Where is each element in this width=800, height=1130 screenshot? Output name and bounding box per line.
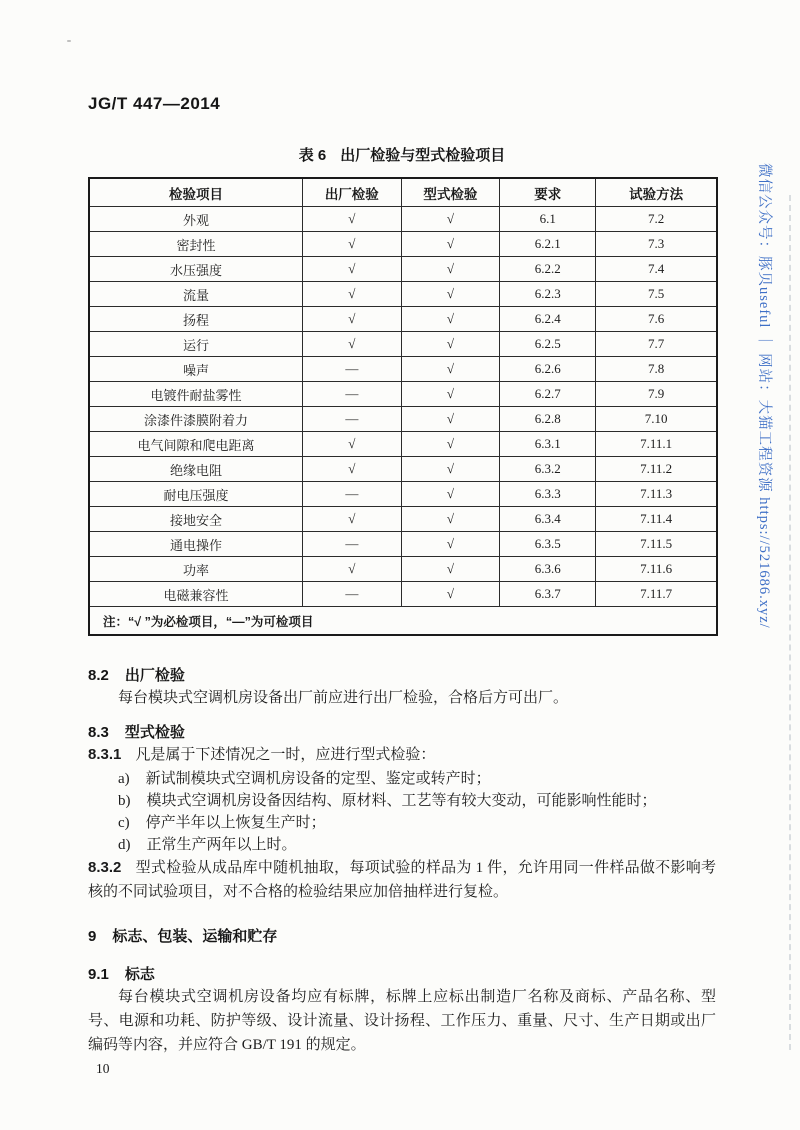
table-body	[89, 207, 717, 607]
clause-heading-9-1	[88, 965, 716, 985]
clause-heading-9	[88, 927, 716, 947]
factory-check: —	[303, 582, 402, 607]
list-item-label: c)	[118, 815, 130, 831]
type-check: √	[401, 232, 500, 257]
method-ref: 7.5	[596, 282, 717, 307]
table-row	[89, 457, 717, 482]
type-check: √	[401, 507, 500, 532]
table-row	[89, 282, 717, 307]
requirement-ref: 6.2.8	[500, 407, 596, 432]
table-row	[89, 482, 717, 507]
table-caption-label: 表 6	[298, 147, 327, 164]
type-check: √	[401, 257, 500, 282]
clause-text: 型式检验从成品库中随机抽取，每项试验的样品为 1 件，允许用同一件样品做不影响考核的不同试验项目，对不合格的检验结果应加倍抽样进行复检。	[88, 860, 716, 900]
list-item-label: d)	[118, 837, 131, 853]
scan-fold-line	[789, 195, 791, 1050]
method-ref: 7.11.3	[596, 482, 717, 507]
type-test-conditions-list	[88, 768, 716, 856]
requirement-ref: 6.3.6	[500, 557, 596, 582]
table-caption	[88, 144, 716, 165]
requirement-ref: 6.2.3	[500, 282, 596, 307]
clause-number: 8.3.2	[88, 859, 122, 876]
column-header-item-name: 检验项目	[89, 178, 303, 207]
table-header	[89, 178, 717, 207]
table-row	[89, 207, 717, 232]
clause-8-2-paragraph: 每台模块式空调机房设备出厂前应进行出厂检验，合格后方可出厂。	[118, 690, 569, 706]
table-row	[89, 382, 717, 407]
method-ref: 7.4	[596, 257, 717, 282]
method-ref: 7.3	[596, 232, 717, 257]
table-row	[89, 357, 717, 382]
factory-check: —	[303, 382, 402, 407]
requirement-ref: 6.3.3	[500, 482, 596, 507]
type-check: √	[401, 432, 500, 457]
clause-title: 标志、包装、运输和贮存	[112, 928, 278, 945]
requirement-ref: 6.1	[500, 207, 596, 232]
factory-check: —	[303, 407, 402, 432]
requirement-ref: 6.2.7	[500, 382, 596, 407]
item-name: 噪声	[89, 357, 303, 382]
requirement-ref: 6.3.7	[500, 582, 596, 607]
list-item-text: 模块式空调机房设备因结构、原材料、工艺等有较大变动，可能影响性能时；	[146, 793, 657, 809]
method-ref: 7.9	[596, 382, 717, 407]
table-row	[89, 332, 717, 357]
requirement-ref: 6.2.2	[500, 257, 596, 282]
table-row	[89, 257, 717, 282]
factory-check: —	[303, 532, 402, 557]
requirement-ref: 6.3.5	[500, 532, 596, 557]
table-row	[89, 557, 717, 582]
page-content	[88, 94, 716, 1077]
clause-number: 8.3	[88, 724, 109, 741]
method-ref: 7.11.7	[596, 582, 717, 607]
type-check: √	[401, 582, 500, 607]
clause-heading-8-3	[88, 723, 716, 743]
item-name: 电气间隙和爬电距离	[89, 432, 303, 457]
factory-check: √	[303, 457, 402, 482]
item-name: 密封性	[89, 232, 303, 257]
factory-check: √	[303, 557, 402, 582]
method-ref: 7.10	[596, 407, 717, 432]
list-item-text: 新试制模块式空调机房设备的定型、鉴定或转产时；	[145, 771, 491, 787]
watermark-text: 微信公众号：豚贝useful ｜ 网站：大猫工程资源 https://521686.xyz/	[756, 163, 772, 629]
table-footer	[89, 607, 717, 636]
table-row	[89, 307, 717, 332]
list-item-label: a)	[118, 771, 130, 787]
item-name: 通电操作	[89, 532, 303, 557]
type-check: √	[401, 407, 500, 432]
method-ref: 7.11.4	[596, 507, 717, 532]
method-ref: 7.8	[596, 357, 717, 382]
clause-number: 8.2	[88, 667, 109, 684]
item-name: 耐电压强度	[89, 482, 303, 507]
type-check: √	[401, 482, 500, 507]
item-name: 电镀件耐盐雾性	[89, 382, 303, 407]
clause-heading-8-2	[88, 666, 716, 686]
column-header-type-check: 型式检验	[401, 178, 500, 207]
type-check: √	[401, 332, 500, 357]
clause-title: 型式检验	[124, 724, 185, 741]
method-ref: 7.11.6	[596, 557, 717, 582]
item-name: 外观	[89, 207, 303, 232]
list-item-d	[88, 834, 716, 856]
table-row	[89, 507, 717, 532]
inspection-items-table	[88, 177, 718, 636]
method-ref: 7.11.1	[596, 432, 717, 457]
table-row	[89, 407, 717, 432]
item-name: 电磁兼容性	[89, 582, 303, 607]
column-header-method-ref: 试验方法	[596, 178, 717, 207]
item-name: 扬程	[89, 307, 303, 332]
list-item-c	[88, 812, 716, 834]
clause-9-1-paragraph: 每台模块式空调机房设备均应有标牌，标牌上应标出制造厂名称及商标、产品名称、型号、电源和功耗、防护等级、设计流量、设计扬程、工作压力、重量、尺寸、生产日期或出厂编码等内容，并应符合 GB/T 191 的规定。	[88, 989, 716, 1053]
factory-check: √	[303, 232, 402, 257]
method-ref: 7.2	[596, 207, 717, 232]
list-item-text: 停产半年以上恢复生产时；	[145, 815, 326, 831]
scan-speck	[67, 40, 71, 42]
list-item-label: b)	[118, 793, 131, 809]
table-header-row	[89, 178, 717, 207]
requirement-ref: 6.2.4	[500, 307, 596, 332]
table-row	[89, 532, 717, 557]
clause-8-3-1-paragraph	[88, 743, 716, 767]
type-check: √	[401, 207, 500, 232]
method-ref: 7.11.5	[596, 532, 717, 557]
item-name: 流量	[89, 282, 303, 307]
table-note-row	[89, 607, 717, 636]
factory-check: —	[303, 482, 402, 507]
type-check: √	[401, 532, 500, 557]
method-ref: 7.7	[596, 332, 717, 357]
requirement-ref: 6.2.6	[500, 357, 596, 382]
clause-title: 标志	[124, 966, 155, 983]
type-check: √	[401, 557, 500, 582]
factory-check: √	[303, 507, 402, 532]
item-name: 运行	[89, 332, 303, 357]
page-number: 10	[96, 1061, 110, 1076]
factory-check: √	[303, 307, 402, 332]
factory-check: √	[303, 432, 402, 457]
factory-check: —	[303, 357, 402, 382]
standard-code: JG/T 447—2014	[88, 94, 221, 113]
type-check: √	[401, 457, 500, 482]
requirement-ref: 6.3.2	[500, 457, 596, 482]
clause-number: 9	[88, 928, 97, 945]
table-caption-title: 出厂检验与型式检验项目	[340, 147, 506, 164]
table-row	[89, 582, 717, 607]
type-check: √	[401, 307, 500, 332]
column-header-factory-check: 出厂检验	[303, 178, 402, 207]
list-item-a	[88, 768, 716, 790]
clause-title: 出厂检验	[124, 667, 185, 684]
factory-check: √	[303, 207, 402, 232]
requirement-ref: 6.2.5	[500, 332, 596, 357]
factory-check: √	[303, 332, 402, 357]
type-check: √	[401, 282, 500, 307]
list-item-text: 正常生产两年以上时。	[146, 837, 297, 853]
clause-8-3-2-paragraph	[88, 856, 716, 904]
table-row	[89, 432, 717, 457]
item-name: 水压强度	[89, 257, 303, 282]
table-row	[89, 232, 717, 257]
requirement-ref: 6.2.1	[500, 232, 596, 257]
requirement-ref: 6.3.4	[500, 507, 596, 532]
item-name: 功率	[89, 557, 303, 582]
clause-number: 9.1	[88, 966, 109, 983]
factory-check: √	[303, 282, 402, 307]
type-check: √	[401, 382, 500, 407]
list-item-b	[88, 790, 716, 812]
item-name: 绝缘电阻	[89, 457, 303, 482]
method-ref: 7.6	[596, 307, 717, 332]
clause-text: 凡是属于下述情况之一时，应进行型式检验：	[135, 747, 436, 763]
table-note: 注：“√ ”为必检项目，“—”为可检项目	[89, 607, 717, 636]
column-header-requirement-ref: 要求	[500, 178, 596, 207]
item-name: 涂漆件漆膜附着力	[89, 407, 303, 432]
item-name: 接地安全	[89, 507, 303, 532]
factory-check: √	[303, 257, 402, 282]
method-ref: 7.11.2	[596, 457, 717, 482]
type-check: √	[401, 357, 500, 382]
clause-number: 8.3.1	[88, 746, 122, 763]
requirement-ref: 6.3.1	[500, 432, 596, 457]
